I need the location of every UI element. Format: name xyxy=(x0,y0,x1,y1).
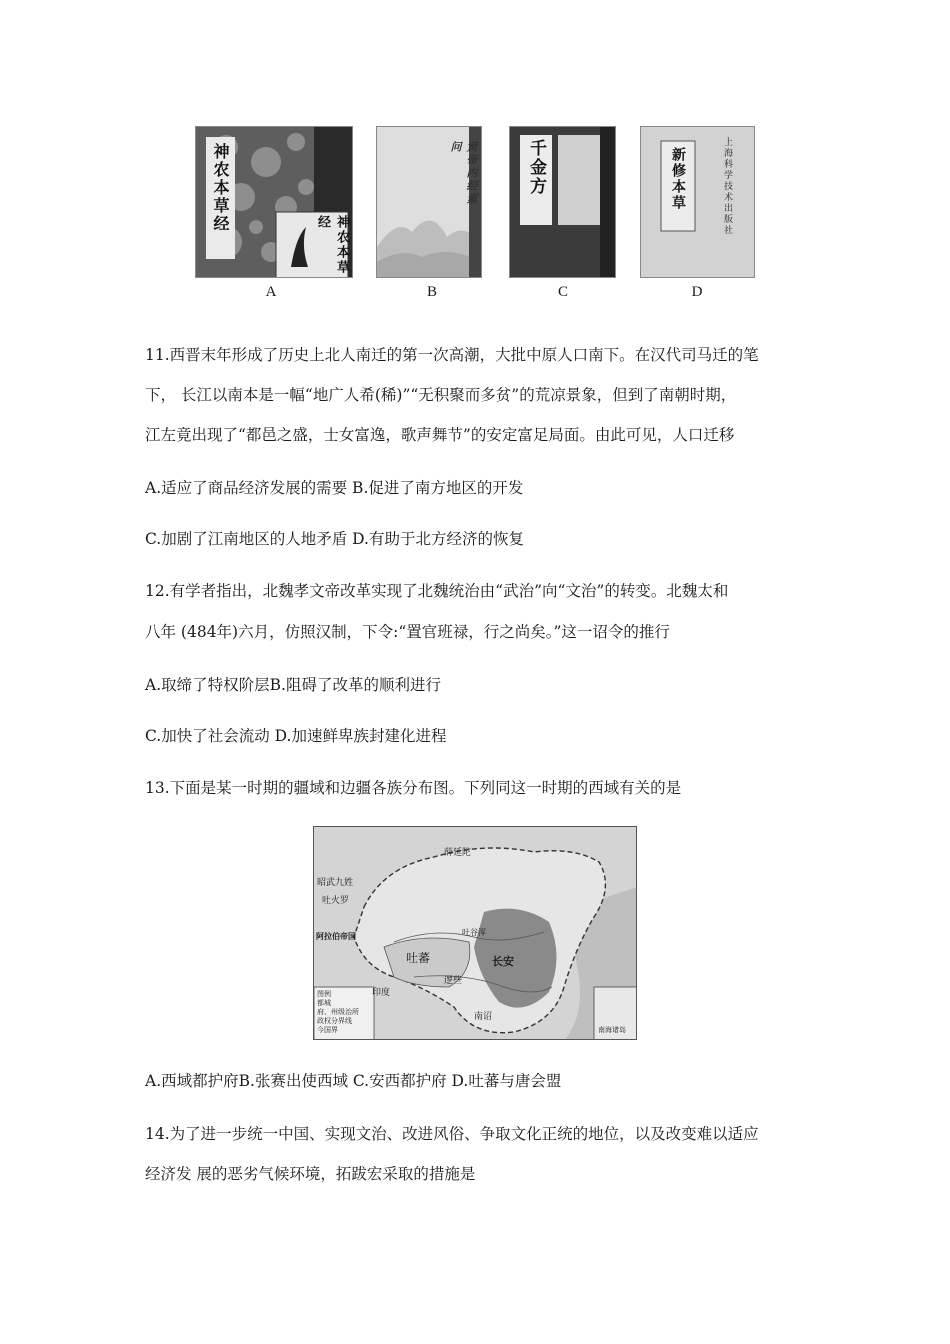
legend-modern-border: 今国界 xyxy=(317,1026,338,1034)
q13-options: A.西域都护府B.张赛出使西域 C.安西都护府 D.吐蕃与唐会盟 xyxy=(145,1072,562,1090)
map-label-tuhuoluo: 吐火罗 xyxy=(322,896,350,906)
q12-line1: 12.有学者指出，北魏孝文帝改革实现了北魏统治由“武治”向“文治”的转变。北魏太和 xyxy=(145,582,729,600)
map-label-tuyuhun: 吐谷浑 xyxy=(462,928,486,937)
book-cover-b xyxy=(376,126,482,278)
map-inset-label: 南海诸岛 xyxy=(598,1026,626,1034)
book-cover-c xyxy=(509,126,616,278)
q13-line1: 13.下面是某一时期的疆域和边疆各族分布图。下列同这一时期的西域有关的是 xyxy=(145,779,682,797)
legend-capital: 都城 xyxy=(317,999,331,1007)
cover-d-publisher: 上海科学技术出版社 xyxy=(722,137,732,236)
cover-a-inset-title: 神农本草经 xyxy=(315,215,349,275)
map-label-nanzhao: 南诏 xyxy=(474,1012,493,1022)
legend-prefecture: 府、州级治所 xyxy=(317,1008,359,1016)
legend-title: 图例 xyxy=(317,990,331,998)
cover-a-title: 神农本草经 xyxy=(206,137,235,259)
q11-line2: 下， 长江以南本是一幅“地广人希(稀)”“无积聚而多贫”的荒凉景象，但到了南朝时期， xyxy=(145,386,737,404)
book-cover-d xyxy=(640,126,755,278)
book-cover-a xyxy=(195,126,353,278)
legend-border: 政权分界线 xyxy=(317,1017,352,1025)
cover-d-texture xyxy=(641,127,755,278)
caption-d: D xyxy=(691,284,703,300)
map-label-changan: 长安 xyxy=(492,955,514,968)
caption-b: B xyxy=(426,284,437,300)
cover-c-title: 千金方 xyxy=(526,139,546,196)
map-label-tubo: 吐蕃 xyxy=(406,951,431,965)
cover-b-title: 黄帝内经素问 xyxy=(449,141,478,206)
map-label-zhaowu: 昭武九姓 xyxy=(317,878,354,888)
caption-c: C xyxy=(557,284,568,300)
book-covers-row xyxy=(195,126,760,306)
historical-map xyxy=(313,826,637,1040)
cover-d-title: 新修本草 xyxy=(670,147,686,211)
q11-line1: 11.西晋末年形成了历史上北人南迁的第一次高潮，大批中原人口南下。在汉代司马迁的笔 xyxy=(145,346,759,364)
q12-line2: 八年 (484年)六月，仿照汉制，下令:“置官班禄，行之尚矣。”这一诏令的推行 xyxy=(145,623,670,641)
map-legend xyxy=(317,990,359,1035)
q11-options-ab: A.适应了商品经济发展的需要 B.促进了南方地区的开发 xyxy=(145,479,524,497)
q12-options-ab: A.取缔了特权阶层B.阻碍了改革的顺利进行 xyxy=(145,676,441,694)
q14-line2: 经济发 展的恶劣气候环境，拓跋宏采取的措施是 xyxy=(145,1165,476,1183)
caption-a: A xyxy=(265,284,277,300)
q11-options-cd: C.加剧了江南地区的人地矛盾 D.有助于北方经济的恢复 xyxy=(145,530,524,548)
map-label-yindu: 印度 xyxy=(372,988,391,998)
map-label-luoxie: 逻些 xyxy=(444,976,463,986)
q14-line1: 14.为了进一步统一中国、实现文治、改进风俗、争取文化正统的地位，以及改变难以适应 xyxy=(145,1125,759,1143)
map-label-alabo: 阿拉伯帝国 xyxy=(316,931,356,941)
q11-line3: 江左竟出现了“都邑之盛，士女富逸，歌声舞节”的安定富足局面。由此可见，人口迁移 xyxy=(145,426,735,444)
q12-options-cd: C.加快了社会流动 D.加速鲜卑族封建化进程 xyxy=(145,727,447,745)
map-label-xueyantuo: 薛延陀 xyxy=(444,848,472,858)
